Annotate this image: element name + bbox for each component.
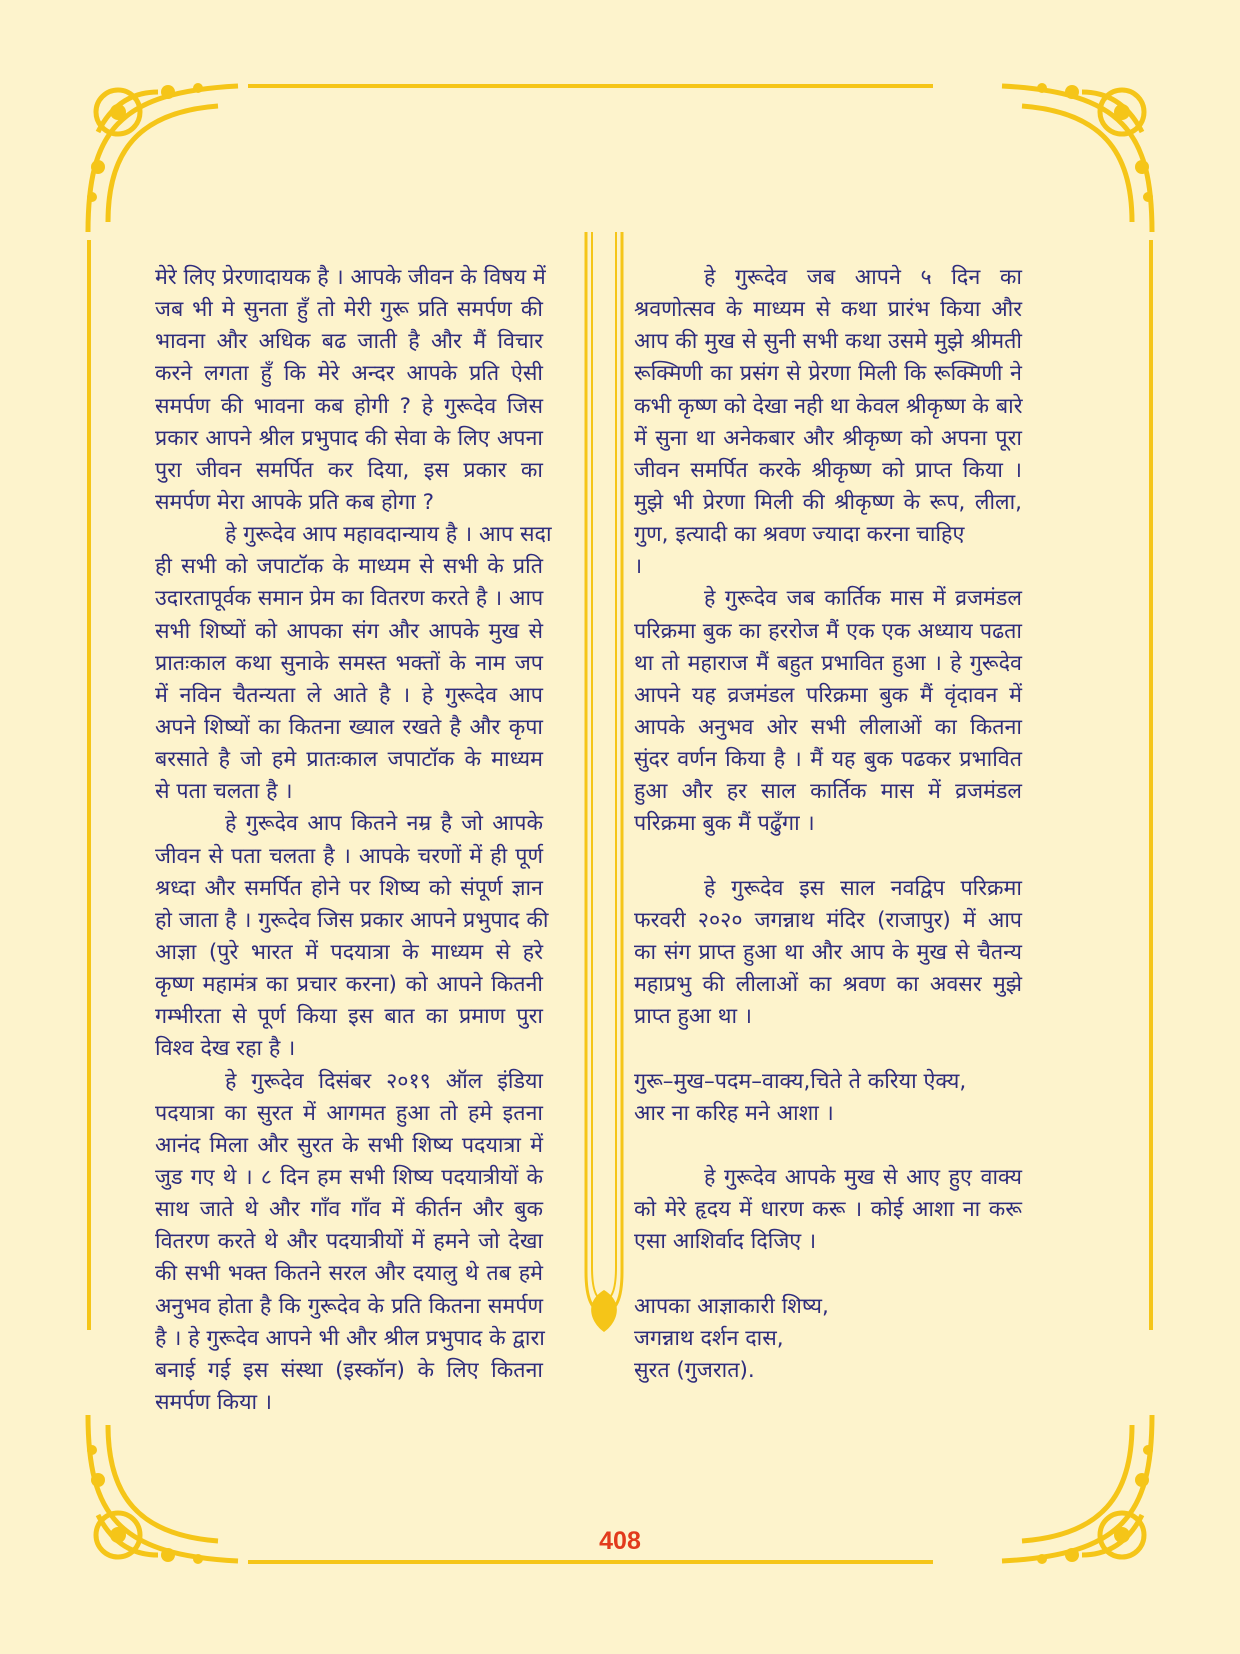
text-line: पुरा जीवन समर्पित कर दिया, इस प्रकार का [155, 457, 543, 483]
text-line: कृष्ण महामंत्र का प्रचार करना) को आपने कितनी [155, 972, 543, 998]
text-line: करने लगता हुँ कि मेरे अन्दर आपके प्रति ऐसी [155, 361, 543, 387]
text-line: का संग प्राप्त हुआ था और आप के मुख से चैतन्य [634, 939, 1022, 965]
text-line: जब भी मे सुनता हुँ तो मेरी गुरू प्रति समर्पण की [155, 297, 543, 323]
text-line: अनुभव होता है कि गुरूदेव के प्रति कितना समर्पण [155, 1293, 543, 1319]
text-line: फरवरी २०२० जगन्नाथ मंदिर (राजापुर) में आप [634, 907, 1022, 933]
text-line: जीवन से पता चलता है । आपके चरणों में ही पूर्ण [155, 843, 543, 869]
text-line: में नविन चैतन्यता ले आते है । हे गुरूदेव आप [155, 682, 543, 708]
text-line: हे गुरूदेव इस साल नवद्विप परिक्रमा [704, 875, 1022, 901]
text-line: महाप्रभु की लीलाओं का श्रवण का अवसर मुझे [634, 972, 1022, 998]
text-line: अपने शिष्यों का कितना ख्याल रखते है और कृपा [155, 714, 543, 740]
left-text-column [155, 262, 552, 1419]
text-line: रूक्मिणी का प्रसंग से प्रेरणा मिली कि रूक्मिणी ने [634, 361, 1022, 387]
right-text-column [634, 262, 1022, 1387]
text-line: आपके अनुभव ओर सभी लीलाओं का कितना [634, 714, 1022, 740]
text-line: से पता चलता है । [155, 779, 293, 805]
text-line: समर्पण की भावना कब होगी ? हे गुरूदेव जिस [155, 393, 543, 419]
text-line: बरसाते है जो हमे प्रातःकाल जपाटॉक के माध्यम [155, 747, 543, 773]
text-line [634, 1033, 1022, 1065]
corner-ornament-icon [78, 72, 248, 242]
text-line: जीवन समर्पित करके श्रीकृष्ण को प्राप्त किया । [634, 457, 1022, 483]
text-line: हे गुरूदेव दिसंबर २०१९ ऑल इंडिया [225, 1068, 543, 1094]
text-line: आज्ञा (पुरे भारत में पदयात्रा के माध्यम से हरे [155, 939, 543, 965]
text-line: प्राप्त हुआ था । [634, 1004, 753, 1030]
text-line: पदयात्रा का सुरत में आगमत हुआ तो हमे इतना [155, 1100, 543, 1126]
text-line: था तो महाराज मैं बहुत प्रभावित हुआ । हे गुरूदेव [634, 650, 1022, 676]
text-line: हे गुरूदेव आप महावदान्याय है । आप सदा [225, 522, 552, 548]
text-line: जगन्नाथ दर्शन दास, [634, 1325, 784, 1351]
text-line [634, 1258, 1022, 1290]
text-line: वितरण करते थे और पदयात्रीयों में हमने जो देखा [155, 1229, 543, 1255]
text-line: को मेरे हृदय में धारण करू । कोई आशा ना करू [634, 1197, 1022, 1223]
text-line: हे गुरूदेव आपके मुख से आए हुए वाक्य [704, 1164, 1022, 1190]
text-line: हुआ और हर साल कार्तिक मास में व्रजमंडल [634, 779, 1022, 805]
text-line: एसा आशिर्वाद दिजिए । [634, 1229, 817, 1255]
text-line: प्रकार आपने श्रील प्रभुपाद की सेवा के लिए अपना [155, 425, 543, 451]
text-line: आपका आज्ञाकारी शिष्य, [634, 1293, 829, 1319]
text-line: श्रध्दा और समर्पित होने पर शिष्य को संपूर्ण ज्ञान [155, 875, 543, 901]
text-line: आपने यह व्रजमंडल परिक्रमा बुक मैं वृंदावन में [634, 682, 1022, 708]
text-line: गम्भीरता से पूर्ण किया इस बात का प्रमाण पुरा [155, 1004, 543, 1030]
text-line: उदारतापूर्वक समान प्रेम का वितरण करते है । आप [155, 586, 544, 612]
text-line: गुण, इत्यादी का श्रवण ज्यादा करना चाहिए [634, 522, 965, 548]
text-line: ही सभी को जपाटॉक के माध्यम से सभी के प्रति [155, 554, 543, 580]
text-line: गुरू–मुख–पदम–वाक्य,चिते ते करिया ऐक्य, [634, 1068, 967, 1094]
text-line: साथ जाते थे और गाँव गाँव में कीर्तन और बुक [155, 1197, 543, 1223]
text-line: सभी शिष्यों को आपका संग और आपके मुख से [155, 618, 543, 644]
corner-ornament-icon [992, 72, 1162, 242]
text-line: में सुना था अनेकबार और श्रीकृष्ण को अपना पूरा [634, 425, 1022, 451]
text-line: प्रातःकाल कथा सुनाके समस्त भक्तों के नाम जप [155, 650, 543, 676]
text-line: आनंद मिला और सुरत के सभी शिष्य पदयात्रा में [155, 1132, 543, 1158]
left-border-line [87, 240, 91, 1330]
text-line: हे गुरूदेव जब कार्तिक मास में व्रजमंडल [704, 586, 1022, 612]
page-number: 408 [599, 1527, 641, 1555]
text-line: है । हे गुरूदेव आपने भी और श्रील प्रभुपाद के द्वारा [155, 1325, 545, 1351]
text-line [634, 1130, 1022, 1162]
text-line: विश्व देख रहा है । [155, 1036, 296, 1062]
text-line: परिक्रमा बुक मैं पढुँगा । [634, 811, 815, 837]
text-line: । [634, 554, 643, 580]
text-line: भावना और अधिक बढ जाती है और मैं विचार [155, 329, 543, 355]
text-line: कभी कृष्ण को देखा नही था केवल श्रीकृष्ण के बारे [634, 393, 1023, 419]
text-line: हो जाता है । गुरूदेव जिस प्रकार आपने प्रभुपाद की [155, 907, 549, 933]
text-line: समर्पण किया । [155, 1389, 273, 1415]
top-border-line [248, 84, 933, 88]
text-line: सुंदर वर्णन किया है । मैं यह बुक पढकर प्रभावित [634, 747, 1022, 773]
text-line: परिक्रमा बुक का हररोज मैं एक एक अध्याय पढता [634, 618, 1022, 644]
text-line [634, 841, 1022, 873]
text-line: मुझे भी प्रेरणा मिली की श्रीकृष्ण के रूप, लीला, [634, 489, 1022, 515]
text-line: जुड गए थे । ८ दिन हम सभी शिष्य पदयात्रीयों के [155, 1164, 543, 1190]
text-line: समर्पण मेरा आपके प्रति कब होगा ? [155, 489, 434, 515]
text-line: हे गुरूदेव जब आपने ५ दिन का [704, 265, 1022, 290]
text-line: मेरे लिए प्रेरणादायक है । आपके जीवन के विषय में [155, 265, 546, 290]
text-line: की सभी भक्त कितने सरल और दयालु थे तब हमे [155, 1261, 543, 1287]
bottom-border-line [248, 1560, 933, 1564]
text-line: हे गुरूदेव आप कितने नम्र है जो आपके [225, 811, 543, 837]
text-line: श्रवणोत्सव के माध्यम से कथा प्रारंभ किया और [634, 297, 1022, 323]
text-line: सुरत (गुजरात). [634, 1357, 755, 1383]
text-line: बनाई गई इस संस्था (इस्कॉन) के लिए कितना [155, 1357, 543, 1383]
text-line: आर ना करिह मने आशा । [634, 1100, 834, 1126]
text-line: आप की मुख से सुनी सभी कथा उसमे मुझे श्रीमती [634, 329, 1022, 355]
column-divider-ornament [578, 232, 630, 1332]
right-border-line [1149, 240, 1153, 1330]
